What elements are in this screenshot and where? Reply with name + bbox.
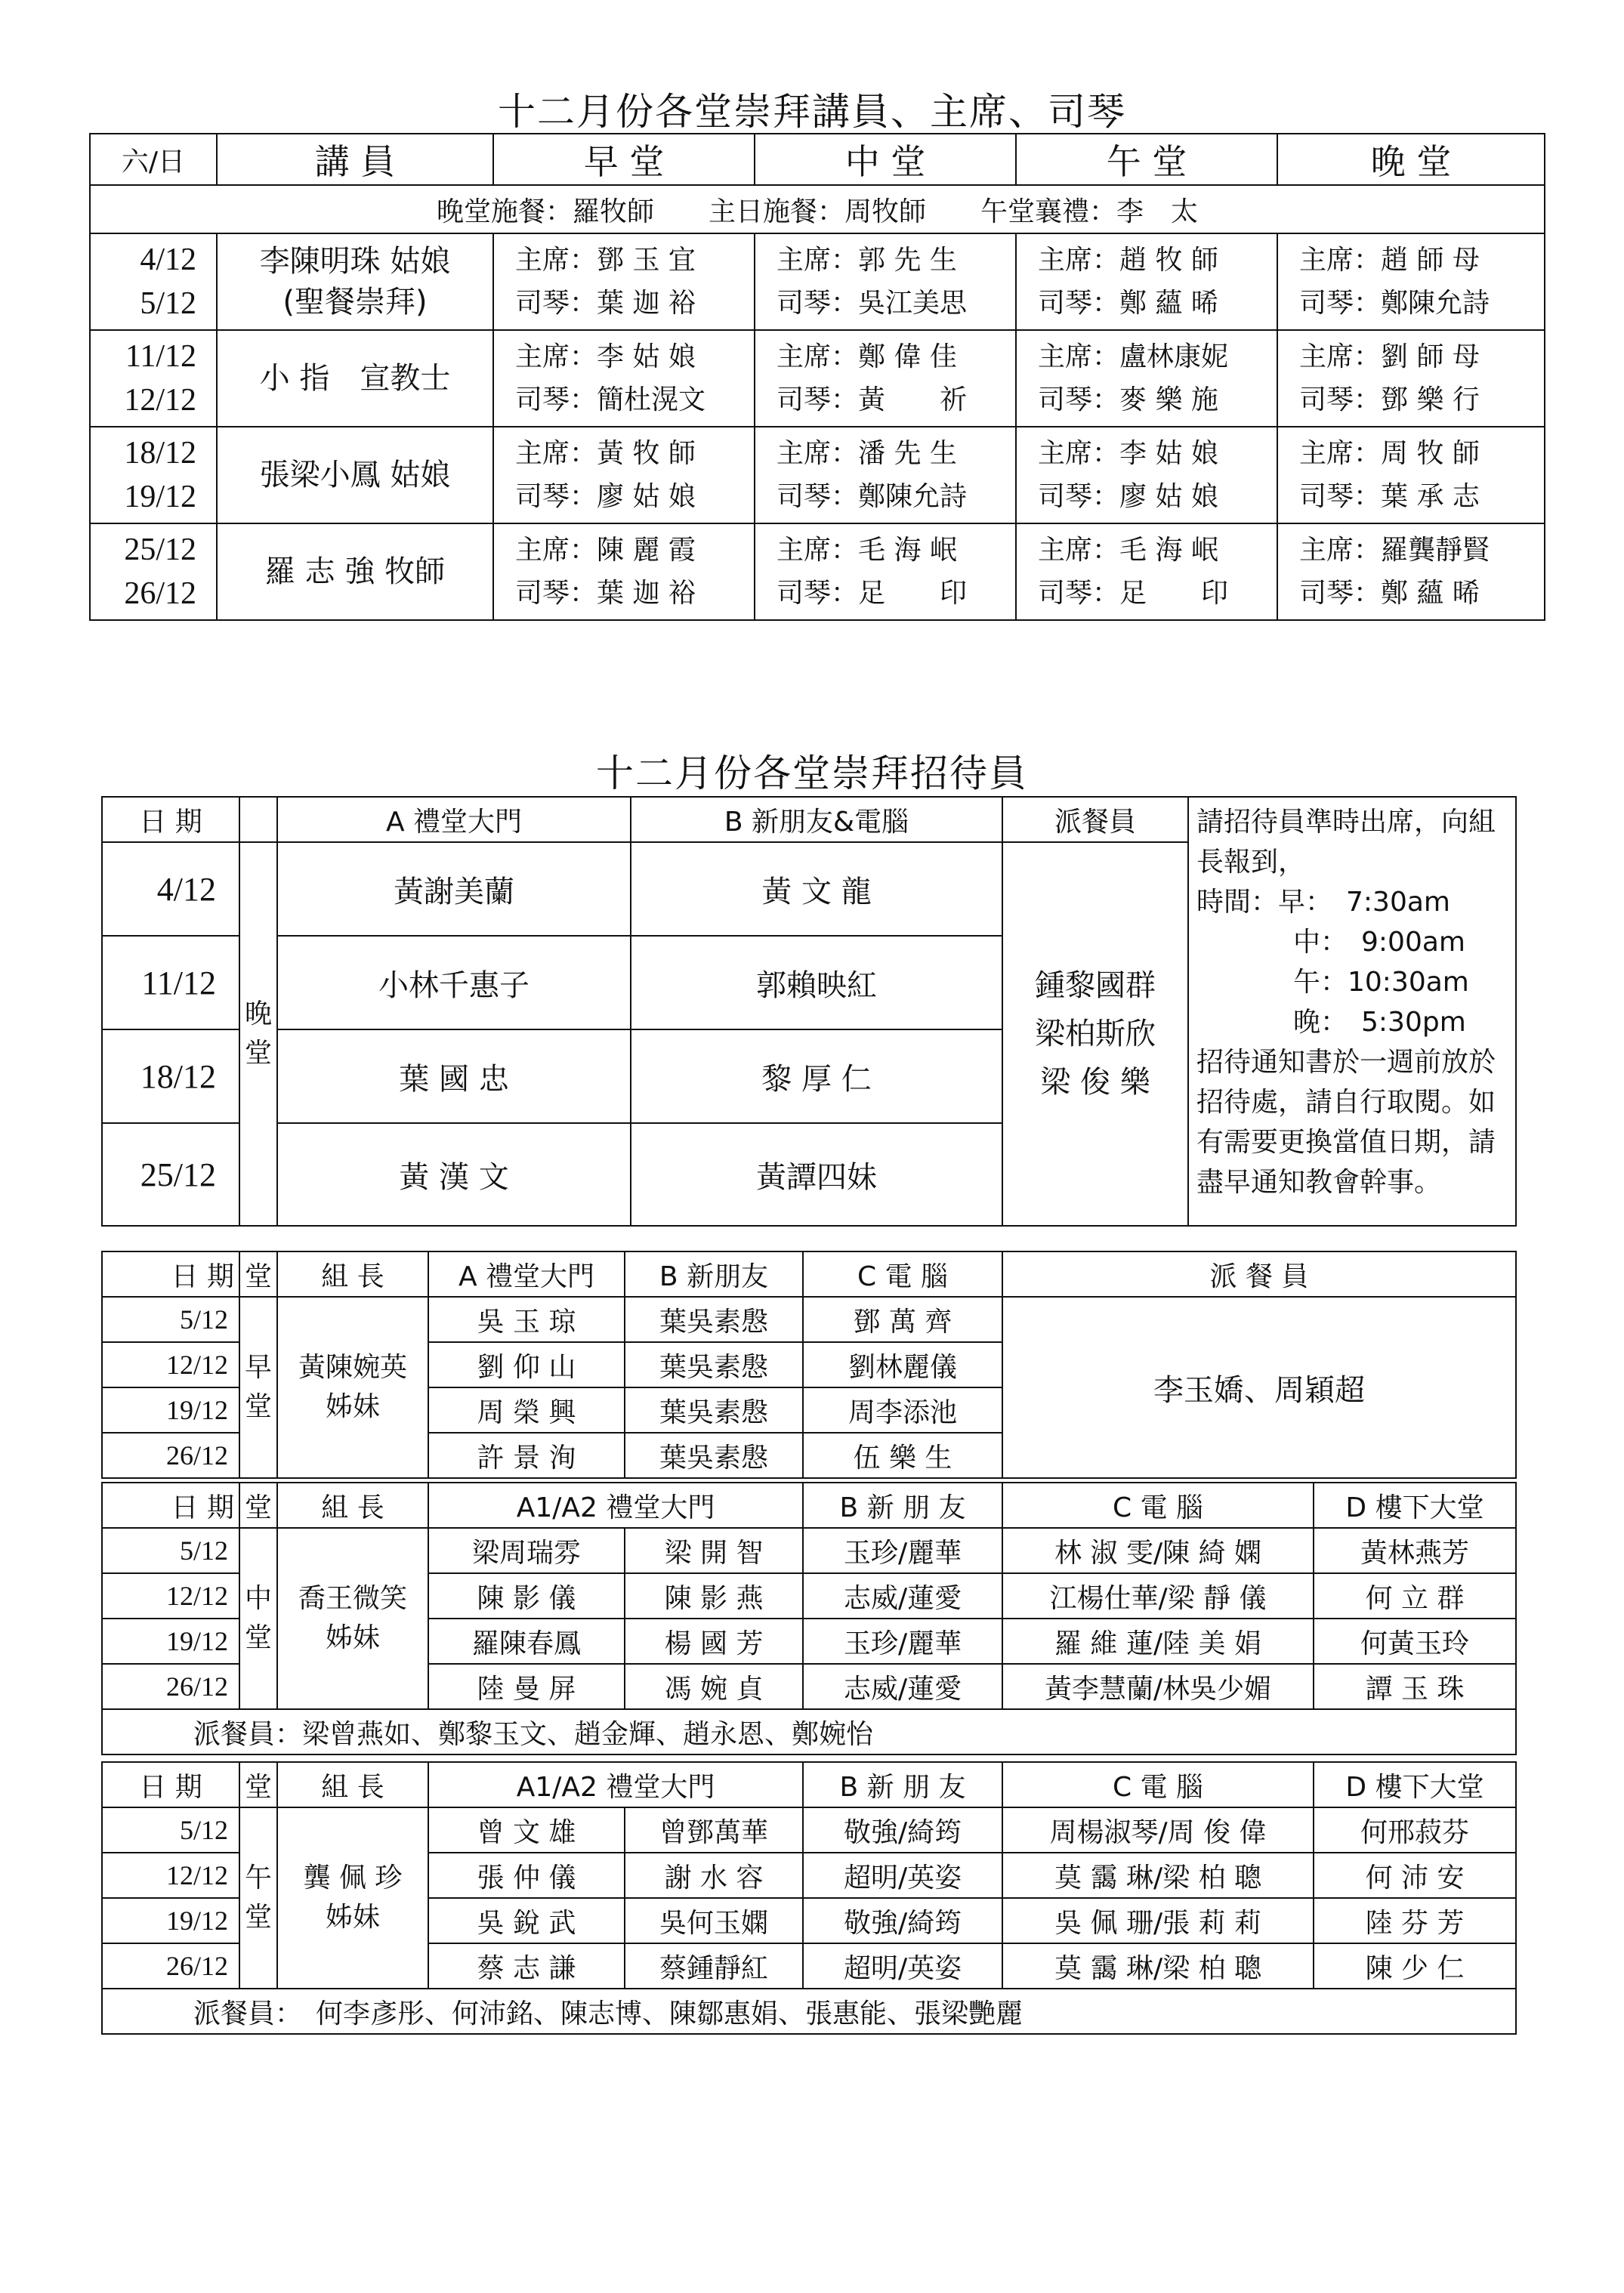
header-hall: 堂 bbox=[239, 1762, 277, 1807]
door-usher-a2: 馮 婉 貞 bbox=[625, 1664, 803, 1709]
lobby-usher: 陳 少 仁 bbox=[1314, 1943, 1516, 1989]
door-usher-a1: 蔡 志 謙 bbox=[428, 1943, 625, 1989]
header-date: 日 期 bbox=[102, 797, 239, 842]
row-date: 12/12 bbox=[102, 1853, 239, 1898]
hall-label: 中 堂 bbox=[239, 1528, 277, 1709]
door-usher-a2: 蔡鍾靜紅 bbox=[625, 1943, 803, 1989]
door-usher-a2: 吳何玉嫻 bbox=[625, 1898, 803, 1943]
early-duty: 主席：黃 牧 師 司琴：廖 姑 娘 bbox=[493, 427, 755, 523]
team-leader: 龔 佩 珍 姊妹 bbox=[277, 1807, 428, 1989]
header-b: B 新 朋 友 bbox=[803, 1762, 1002, 1807]
header-hall: 堂 bbox=[239, 1251, 277, 1297]
team-leader: 喬王微笑 姊妹 bbox=[277, 1528, 428, 1709]
speaker: 張梁小鳳 姑娘 bbox=[217, 427, 493, 523]
schedule-header-row bbox=[90, 134, 1545, 185]
header-leader: 組 長 bbox=[277, 1762, 428, 1807]
header-d: D 樓下大堂 bbox=[1314, 1483, 1516, 1528]
lobby-usher: 何 沛 安 bbox=[1314, 1853, 1516, 1898]
door-usher: 小林千惠子 bbox=[277, 936, 631, 1029]
week-dates: 11/12 12/12 bbox=[90, 330, 217, 427]
computer-usher: 伍 樂 生 bbox=[803, 1433, 1002, 1478]
row-date: 5/12 bbox=[102, 1297, 239, 1342]
middle-duty: 主席：潘 先 生 司琴：鄭陳允詩 bbox=[755, 427, 1016, 523]
usher-row bbox=[102, 1297, 1516, 1342]
door-usher-a1: 梁周瑞雰 bbox=[428, 1528, 625, 1573]
header-meal: 派 餐 員 bbox=[1002, 1251, 1516, 1297]
header-speaker: 講 員 bbox=[217, 134, 493, 185]
header-c: C 電 腦 bbox=[1002, 1762, 1314, 1807]
newcomer-usher: 敬強/綺筠 bbox=[803, 1807, 1002, 1853]
newcomer-usher: 郭賴映紅 bbox=[631, 936, 1002, 1029]
door-usher-a1: 陳 影 儀 bbox=[428, 1573, 625, 1619]
computer-usher: 黃李慧蘭/林吳少媚 bbox=[1002, 1664, 1314, 1709]
newcomer-usher: 超明/英姿 bbox=[803, 1853, 1002, 1898]
header-a: A 禮堂大門 bbox=[277, 797, 631, 842]
header-c: C 電 腦 bbox=[803, 1251, 1002, 1297]
lobby-usher: 何黃玉玲 bbox=[1314, 1619, 1516, 1664]
week-row bbox=[90, 233, 1545, 330]
door-usher-a2: 楊 國 芳 bbox=[625, 1619, 803, 1664]
computer-usher: 羅 維 蓮/陸 美 娟 bbox=[1002, 1619, 1314, 1664]
week-row bbox=[90, 427, 1545, 523]
row-date: 19/12 bbox=[102, 1387, 239, 1433]
computer-usher: 吳 佩 珊/張 莉 莉 bbox=[1002, 1898, 1314, 1943]
speaker: 小 指 宣教士 bbox=[217, 330, 493, 427]
newcomer-usher: 葉吳素慇 bbox=[625, 1297, 803, 1342]
newcomer-usher: 玉珍/麗華 bbox=[803, 1528, 1002, 1573]
newcomer-usher: 超明/英姿 bbox=[803, 1943, 1002, 1989]
row-date: 19/12 bbox=[102, 1619, 239, 1664]
evening-usher-table bbox=[101, 796, 1517, 1227]
header-date: 六/日 bbox=[90, 134, 217, 185]
computer-usher: 劉林麗儀 bbox=[803, 1342, 1002, 1387]
computer-usher: 莫 靄 琳/梁 柏 聰 bbox=[1002, 1943, 1314, 1989]
noon-usher-table bbox=[101, 1761, 1517, 2035]
row-date: 12/12 bbox=[102, 1342, 239, 1387]
door-usher-a1: 陸 曼 屏 bbox=[428, 1664, 625, 1709]
computer-usher: 周楊淑琴/周 俊 偉 bbox=[1002, 1807, 1314, 1853]
middle-duty: 主席：郭 先 生 司琴：吳江美思 bbox=[755, 233, 1016, 330]
header-date: 日 期 bbox=[102, 1762, 239, 1807]
middle-usher-table bbox=[101, 1482, 1517, 1755]
early-duty: 主席：陳 麗 霞 司琴：葉 迦 裕 bbox=[493, 523, 755, 620]
door-usher: 周 榮 興 bbox=[428, 1387, 625, 1433]
row-date: 26/12 bbox=[102, 1433, 239, 1478]
usher-row bbox=[102, 1807, 1516, 1853]
hall-label: 午 堂 bbox=[239, 1807, 277, 1989]
newcomer-usher: 葉吳素慇 bbox=[625, 1387, 803, 1433]
header-a: A1/A2 禮堂大門 bbox=[428, 1483, 803, 1528]
door-usher: 許 景 洵 bbox=[428, 1433, 625, 1478]
meal-servers: 李玉嬌、周穎超 bbox=[1002, 1297, 1516, 1478]
meal-servers: 派餐員：梁曾燕如、鄭黎玉文、趙金輝、趙永恩、鄭婉怡 bbox=[102, 1709, 1516, 1754]
noon-duty: 主席：毛 海 岷 司琴：足 印 bbox=[1016, 523, 1277, 620]
newcomer-usher: 志威/蓮愛 bbox=[803, 1573, 1002, 1619]
header-leader: 組 長 bbox=[277, 1483, 428, 1528]
early-usher-table bbox=[101, 1251, 1517, 1479]
hall-label: 早 堂 bbox=[239, 1297, 277, 1478]
door-usher-a2: 梁 開 智 bbox=[625, 1528, 803, 1573]
header-c: C 電 腦 bbox=[1002, 1483, 1314, 1528]
lobby-usher: 陸 芬 芳 bbox=[1314, 1898, 1516, 1943]
header-a: A 禮堂大門 bbox=[428, 1251, 625, 1297]
computer-usher: 莫 靄 琳/梁 柏 聰 bbox=[1002, 1853, 1314, 1898]
noon-duty: 主席：李 姑 娘 司琴：廖 姑 娘 bbox=[1016, 427, 1277, 523]
team-leader: 黃陳婉英 姊妹 bbox=[277, 1297, 428, 1478]
lobby-usher: 何邢菽芬 bbox=[1314, 1807, 1516, 1853]
hall-label: 晚 堂 bbox=[239, 842, 277, 1226]
lobby-usher: 黃林燕芳 bbox=[1314, 1528, 1516, 1573]
week-dates: 18/12 19/12 bbox=[90, 427, 217, 523]
week-row bbox=[90, 523, 1545, 620]
computer-usher: 周李添池 bbox=[803, 1387, 1002, 1433]
header-leader: 組 長 bbox=[277, 1251, 428, 1297]
header-date: 日 期 bbox=[102, 1251, 239, 1297]
row-date: 5/12 bbox=[102, 1528, 239, 1573]
newcomer-usher: 黃 文 龍 bbox=[631, 842, 1002, 936]
week-dates: 4/12 5/12 bbox=[90, 233, 217, 330]
header-d: D 樓下大堂 bbox=[1314, 1762, 1516, 1807]
row-date: 19/12 bbox=[102, 1898, 239, 1943]
newcomer-usher: 葉吳素慇 bbox=[625, 1433, 803, 1478]
evening-duty: 主席：趙 師 母 司琴：鄭陳允詩 bbox=[1277, 233, 1545, 330]
door-usher-a2: 曾鄧萬華 bbox=[625, 1807, 803, 1853]
door-usher-a2: 謝 水 容 bbox=[625, 1853, 803, 1898]
header-b: B 新朋友 bbox=[625, 1251, 803, 1297]
header-b: B 新朋友&電腦 bbox=[631, 797, 1002, 842]
door-usher: 黃 漢 文 bbox=[277, 1123, 631, 1226]
header-early: 早 堂 bbox=[493, 134, 755, 185]
meal-note: 晚堂施餐：羅牧師 主日施餐：周牧師 午堂襄禮：李 太 bbox=[90, 185, 1545, 233]
meal-servers: 鍾黎國群 梁柏斯欣 梁 俊 樂 bbox=[1002, 842, 1188, 1226]
computer-usher: 鄧 萬 齊 bbox=[803, 1297, 1002, 1342]
row-date: 26/12 bbox=[102, 1943, 239, 1989]
header-noon: 午 堂 bbox=[1016, 134, 1277, 185]
speaker: 羅 志 強 牧師 bbox=[217, 523, 493, 620]
evening-duty: 主席：周 牧 師 司琴：葉 承 志 bbox=[1277, 427, 1545, 523]
door-usher-a1: 吳 銳 武 bbox=[428, 1898, 625, 1943]
computer-usher: 林 淑 雯/陳 綺 嫻 bbox=[1002, 1528, 1314, 1573]
door-usher-a1: 張 仲 儀 bbox=[428, 1853, 625, 1898]
schedule-title: 十二月份各堂崇拜講員、主席、司琴 bbox=[498, 90, 1126, 134]
header-meal: 派餐員 bbox=[1002, 797, 1188, 842]
newcomer-usher: 黎 厚 仁 bbox=[631, 1029, 1002, 1123]
week-dates: 25/12 26/12 bbox=[90, 523, 217, 620]
computer-usher: 江楊仕華/梁 靜 儀 bbox=[1002, 1573, 1314, 1619]
evening-duty: 主席：劉 師 母 司琴：鄧 樂 行 bbox=[1277, 330, 1545, 427]
noon-duty: 主席：趙 牧 師 司琴：鄭 蘊 晞 bbox=[1016, 233, 1277, 330]
newcomer-usher: 玉珍/麗華 bbox=[803, 1619, 1002, 1664]
door-usher: 劉 仰 山 bbox=[428, 1342, 625, 1387]
middle-duty: 主席：鄭 偉 佳 司琴：黃 祈 bbox=[755, 330, 1016, 427]
row-date: 26/12 bbox=[102, 1664, 239, 1709]
row-date: 11/12 bbox=[102, 936, 239, 1029]
lobby-usher: 何 立 群 bbox=[1314, 1573, 1516, 1619]
meal-servers: 派餐員： 何李彥彤、何沛銘、陳志博、陳鄒惠娟、張惠能、張梁艷麗 bbox=[102, 1989, 1516, 2034]
header-date: 日 期 bbox=[102, 1483, 239, 1528]
newcomer-usher: 敬強/綺筠 bbox=[803, 1898, 1002, 1943]
early-duty: 主席：鄧 玉 宜 司琴：葉 迦 裕 bbox=[493, 233, 755, 330]
row-date: 25/12 bbox=[102, 1123, 239, 1226]
newcomer-usher: 志威/蓮愛 bbox=[803, 1664, 1002, 1709]
usher-note: 請招待員準時出席，向組長報到， 時間：早： 7:30am 中： 9:00am 午：10:30am 晚： 5:30pm 招待通知書於一週前放於招待處，請自行取閱。如有需要更換當值日期，請盡早通知教會幹事。 bbox=[1188, 797, 1516, 1226]
lobby-usher: 譚 玉 珠 bbox=[1314, 1664, 1516, 1709]
speaker: 李陳明珠 姑娘 (聖餐崇拜) bbox=[217, 233, 493, 330]
row-date: 5/12 bbox=[102, 1807, 239, 1853]
door-usher: 葉 國 忠 bbox=[277, 1029, 631, 1123]
week-row bbox=[90, 330, 1545, 427]
newcomer-usher: 黃譚四妹 bbox=[631, 1123, 1002, 1226]
header-b: B 新 朋 友 bbox=[803, 1483, 1002, 1528]
ushers-title: 十二月份各堂崇拜招待員 bbox=[596, 751, 1028, 795]
door-usher-a2: 陳 影 燕 bbox=[625, 1573, 803, 1619]
middle-duty: 主席：毛 海 岷 司琴：足 印 bbox=[755, 523, 1016, 620]
speaker-schedule-table bbox=[89, 133, 1545, 621]
row-date: 4/12 bbox=[102, 842, 239, 936]
evening-duty: 主席：羅龔靜賢 司琴：鄭 蘊 晞 bbox=[1277, 523, 1545, 620]
door-usher-a1: 曾 文 雄 bbox=[428, 1807, 625, 1853]
early-duty: 主席：李 姑 娘 司琴：簡杜滉文 bbox=[493, 330, 755, 427]
noon-duty: 主席：盧林康妮 司琴：麥 樂 施 bbox=[1016, 330, 1277, 427]
header-evening: 晚 堂 bbox=[1277, 134, 1545, 185]
header-hall: 堂 bbox=[239, 1483, 277, 1528]
newcomer-usher: 葉吳素慇 bbox=[625, 1342, 803, 1387]
door-usher: 吳 玉 琼 bbox=[428, 1297, 625, 1342]
door-usher: 黃謝美蘭 bbox=[277, 842, 631, 936]
row-date: 18/12 bbox=[102, 1029, 239, 1123]
header-middle: 中 堂 bbox=[755, 134, 1016, 185]
door-usher-a1: 羅陳春鳳 bbox=[428, 1619, 625, 1664]
row-date: 12/12 bbox=[102, 1573, 239, 1619]
usher-row bbox=[102, 1528, 1516, 1573]
header-a: A1/A2 禮堂大門 bbox=[428, 1762, 803, 1807]
